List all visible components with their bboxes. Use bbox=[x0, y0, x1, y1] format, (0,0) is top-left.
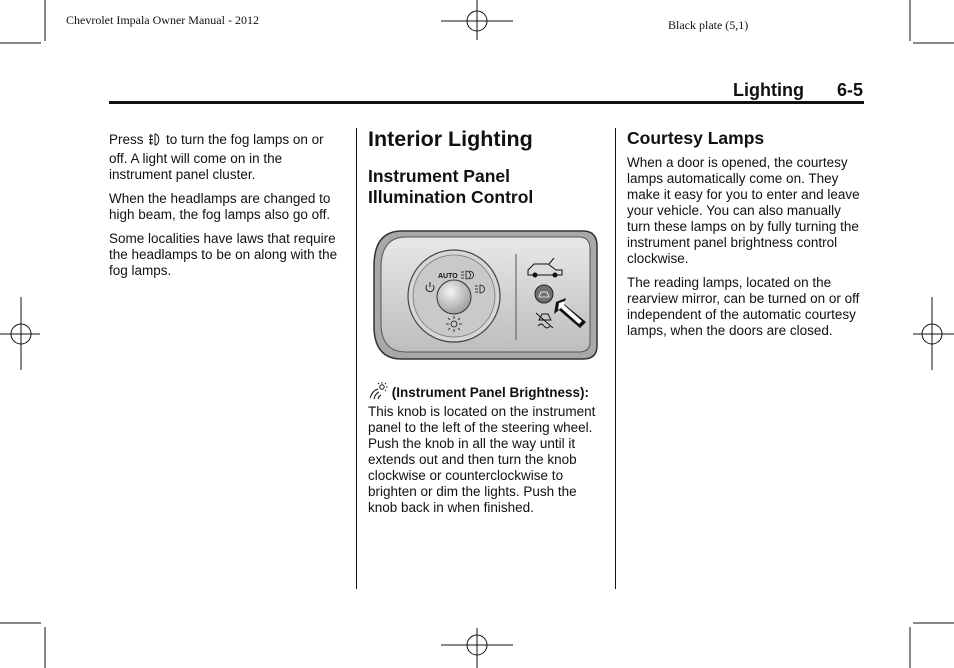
header-rule bbox=[109, 101, 864, 104]
registration-mark-bottom bbox=[441, 628, 513, 668]
brightness-term: (Instrument Panel Brightness): bbox=[391, 385, 590, 400]
manual-title: Chevrolet Impala Owner Manual - 2012 bbox=[66, 13, 259, 27]
local-laws-paragraph: Some localities have laws that require the headlamps to be on along with the fog lamps. bbox=[109, 231, 338, 278]
plate-info: Black plate (5,1) bbox=[668, 18, 749, 32]
auto-headlamp-label bbox=[438, 273, 458, 280]
svg-text:AUTO: AUTO bbox=[438, 273, 458, 280]
subsection-title-instrument-panel: Instrument Panel Illumination Control bbox=[368, 166, 534, 207]
reading-lamps-paragraph: The reading lamps, located on the rearview mirror, can be turned on or off independent of the automatic courtesy lamps, when the doors are closed. bbox=[627, 275, 860, 338]
section-name: Lighting bbox=[733, 80, 804, 100]
column-divider-2 bbox=[615, 128, 616, 589]
courtesy-lamps-paragraph: When a door is opened, the courtesy lamps automatically come on. They make it easy for you to enter and leave your vehicle. You can also manually turn these lamps on by fully turning the instrument panel brightness control clockwise. bbox=[627, 155, 860, 266]
high-beam-paragraph: When the headlamps are changed to high beam, the fog lamps also go off. bbox=[109, 191, 331, 222]
column-fog-lamps bbox=[109, 132, 345, 287]
page-number: 6-5 bbox=[837, 80, 864, 100]
instrument-panel-brightness-icon bbox=[368, 382, 388, 404]
registration-mark-right bbox=[913, 297, 954, 370]
brightness-body: This knob is located on the instrument panel to the left of the steering wheel. Push the knob in all the way until it extends out and then turn the knob clockwise or counterclockwise to brighten or dim the lights. Push the knob back in when finished. bbox=[368, 404, 596, 515]
column-divider-1 bbox=[356, 128, 357, 589]
headlamp-control-figure bbox=[368, 228, 602, 362]
fog-lamp-icon bbox=[147, 132, 162, 151]
section-title-courtesy-lamps: Courtesy Lamps bbox=[627, 128, 765, 148]
fog-lamp-paragraph: Press to turn the fog lamps on or off. A light will come on in the instrument panel cluster. bbox=[109, 132, 324, 182]
column-courtesy-lamps bbox=[627, 155, 863, 347]
section-title-interior-lighting: Interior Lighting bbox=[368, 127, 533, 151]
registration-mark-left bbox=[0, 297, 40, 370]
registration-mark-top bbox=[441, 0, 513, 40]
brightness-description bbox=[368, 382, 606, 524]
